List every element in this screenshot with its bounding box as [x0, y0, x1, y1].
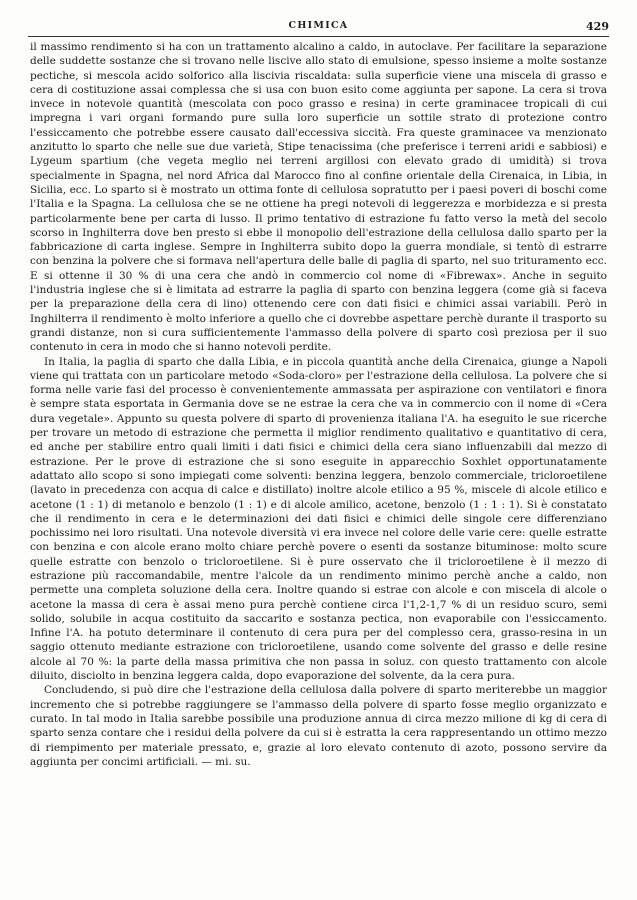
paragraph-3: Concludendo, si può dire che l'estrazione della cellulosa dalla polvere di sparto meriterebbe un maggior incremento che si potrebbe raggiungere se l'ammasso della polvere di sparto fosse meglio organizzato e curato. In tal modo in Italia sarebbe possibile una produzione annua di circa mezzo milione di kg di cera di sparto senza contare che i residui della polvere da cui si è estratta la cera rappresentando un ottimo mezzo di riempimento per materiale pressato, e, grazie al loro elevato contenuto di azoto, possono servire da aggiunta per concimi artificiali. — mi. su.	[30, 684, 607, 768]
paragraph-2: In Italia, la paglia di sparto che dalla Libia, e in piccola quantità anche della Cirenaica, giunge a Napoli viene qui trattata con un particolare metodo «Soda-cloro» per l'estrazione della cellulosa. La polvere che si forma nelle varie fasi del processo è convenientemente ammassata per aspirazione con ventilatori e finora è sempre stata esportata in Germania dove se ne estrae la cera che va in commercio con il nome di «Cera dura vegetale». Appunto su questa polvere di sparto di provenienza italiana l'A. ha eseguito le sue ricerche per trovare un metodo di estrazione che permetta il miglior rendimento qualitativo e quantitativo di cera, ed anche per stabilire entro quali limiti i dati fisici e chimici della cera siano influenzabili dal mezzo di estrazione. Per le prove di estrazione che si sono eseguite in apparecchio Soxhlet opportunatamente adattato allo scopo si sono impiegati come solventi: benzina leggera, benzolo commerciale, tricloroetilene (lavato in precedenza con acqua di calce e distillato) inoltre alcole etilico a 95 %, miscele di alcole etilico e acetone (1 : 1) di metanolo e benzolo (1 : 1) e di alcole amilico, acetone, benzolo (1 : 1 : 1). Si è constatato che il rendimento in cera e le determinazioni dei dati fisici e chimici delle singole cere differenziano pochissimo nei loro risultati. Una notevole diversità vi era invece nel colore delle varie cere: quelle estratte con benzina e con alcole erano molto chiare perchè povere o esenti da sostanze bituminose: molto scure quelle estratte con benzolo o tricloroetilene. Si è pure osservato che il tricloroetilene è il mezzo di estrazione più raccomandabile, mentre l'alcole da un rendimento minimo perchè anche a caldo, non permette una completa soluzione della cera. Inoltre quando si estrae con alcole e con miscela di alcole o acetone la massa di cera è assai meno pura perchè contiene circa l'1,2-1,7 % di un residuo scuro, semi solido, solubile in acqua costituito da saccarito e sostanza pectica, non evaporabile con l'essiccamento. Infine l'A. ha potuto determinare il contenuto di cera pura per del complesso cera, grasso-resina in un saggio ottenuto mediante estrazione con tricloroetilene, usando come solvente del grasso e delle resine alcole al 70 %: la parte della massa primitiva che non passa in soluz. con questo trattamento con alcole diluito, disciolto in benzina leggera calda, dopo evaporazione del solvente, da la cera pura.	[30, 355, 607, 683]
page-header	[28, 20, 609, 37]
paragraph-1: il massimo rendimento si ha con un trattamento alcalino a caldo, in autoclave. Per facilitare la separazione delle suddette sostanze che si trovano nelle liscive allo stato di emulsione, spesso insieme a molte sostanze pectiche, si mescola acido solforico alla liscivia riscaldata: sulla superficie viene una miscela di grasso e cera di costituzione assai complessa che si usa con buon esito come aggiunta per sapone. La cera si trova invece in notevole quantità (mescolata con poco grasso e resina) in certe graminacee tropicali di cui impregna i vari organi formando pure sulla loro superficie un sottile strato di protezione contro l'essiccamento che potrebbe essere causato dall'eccessiva siccità. Fra queste graminacee va menzionato anzitutto lo sparto che nelle sue due varietà, Stipe tenacissima (che preferisce i terreni aridi e sabbiosi) e Lygeum spartium (che vegeta meglio nei terreni argillosi con elevato grado di umidità) si trova specialmente in Spagna, nel nord Africa dal Marocco fino al confine orientale della Cirenaica, in Libia, in Sicilia, ecc. Lo sparto si è mostrato un ottima fonte di cellulosa sopratutto per i paesi poveri di boschi come l'Italia e la Spagna. La cellulosa che se ne ottiene ha pregi notevoli di leggerezza e morbidezza e si presta particolarmente bene per carta di lusso. Il primo tentativo di estrazione fu fatto verso la metà del secolo scorso in Inghilterra dove ben presto si ebbe il monopolio dell'estrazione della cellulosa dallo sparto per la fabbricazione di carta inglese. Sempre in Inghilterra subito dopo la guerra mondiale, si tentò di estrarre con benzina la polvere che si formava nell'apertura delle balle di paglia di sparto, nel suo trituramento ecc. E si ottenne il 30 % di una cera che andò in commercio col nome di «Fibrewax». Anche in seguito l'industria inglese che si è limitata ad estrarre la paglia di sparto con benzina leggera (come già si faceva per la preparazione della cera di lino) ottenendo cere con dati fisici e chimici assai variabili. Però in Inghilterra il rendimento è molto inferiore a quello che ci dovrebbe aspettare perchè durante il trasporto su grandi distanze, non si cura sufficientemente l'ammasso della polvere di sparto così preziosa per il suo contenuto in cera in modo che si hanno notevoli perdite.	[30, 41, 607, 354]
page-number: 429	[586, 20, 609, 33]
running-title: CHIMICA	[288, 20, 349, 31]
article-body	[30, 40, 607, 888]
